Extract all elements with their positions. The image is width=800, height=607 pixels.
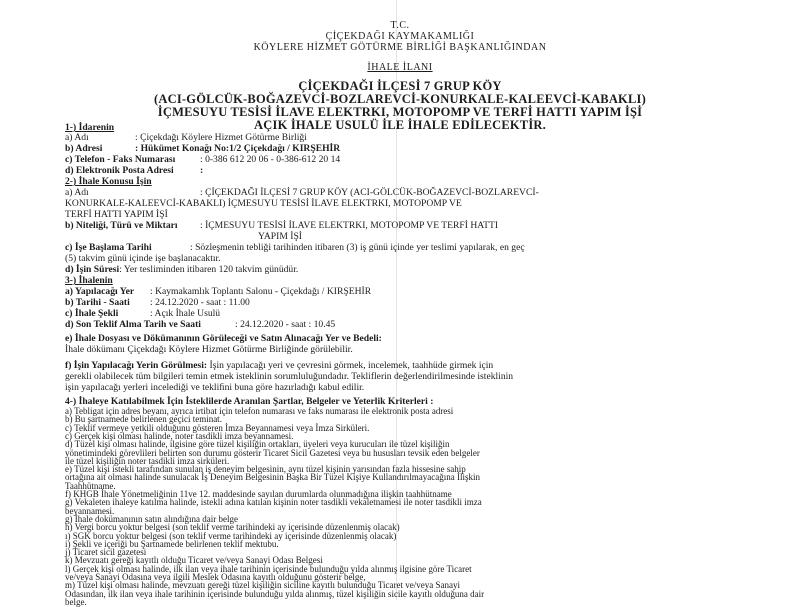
idare-adi-label: a) Adı <box>65 132 89 143</box>
katilim-line: f) KHGB İhale Yönetmeliğinin 11ve 12. maddesinde sayılan durumlarda olunmadığına ilişkin taahhütname <box>65 489 452 499</box>
header-kaymakamlik: ÇİÇEKDAĞI KAYMAKAMLIĞI <box>325 31 475 42</box>
katilim-line: ortağına ait olması halinde sunulacak İş Deneyim Belgesinin Başka Bir Tüzel Kişiye Kullandırılmayacağına İlişkin <box>65 472 480 483</box>
gorulme-line3: işin yapılacağı yerleri incelediği ve tekliﬁni buna göre hazırladığı kabul edilir. <box>65 382 365 393</box>
idare-adi-value: : Çiçekdağı Köylere Hizmet Götürme Birliği <box>135 132 307 143</box>
title-line-4: AÇIK İHALE USULÜ İLE İHALE EDİLECEKTİR. <box>254 118 546 132</box>
gorulme-line2: gerekli olabilecek tüm bilgileri temin etmek isteklinin sorumluluğundadır. Tekliflerin değerlendirilmesinde isteklinin <box>65 371 514 382</box>
section-idare-heading: 1-) İdarenin <box>65 122 115 133</box>
section-ihale-heading: 3-) İhalenin <box>65 275 113 286</box>
konu-nitelik-line2: YAPIM İŞİ <box>258 231 302 242</box>
idare-adi-row <box>65 132 307 143</box>
header-birlik: KÖYLERE HİZMET GÖTÜRME BİRLİĞİ BAŞKANLIĞINDAN <box>253 42 547 53</box>
ihale-yer-label: a) Yapılacağı Yer <box>65 286 135 297</box>
section-katilim-heading: 4-) İhaleye Katılabilmek İçin İsteklilerde Aranılan Şartlar, Belgeler ve Yeterlik Kriterleri : <box>65 396 434 407</box>
title-line-1: ÇİÇEKDAĞI İLÇESİ 7 GRUP KÖY <box>298 79 502 93</box>
ihale-teklif-label: d) Son Teklif Alma Tarih ve Saati <box>65 319 201 330</box>
konu-baslama-line2: (5) takvim günü içinde işe başlanacaktır. <box>65 253 221 264</box>
idare-adres-row <box>65 143 340 154</box>
konu-nitelik-label: b) Niteliği, Türü ve Miktarı <box>65 220 178 231</box>
title-line-2: (ACI-GÖLCÜK-BOĞAZEVCİ-BOZLAREVCİ-KONURKALE-KALEEVCİ-KABAKLI) <box>154 92 646 106</box>
katilim-line: g) İhale dokümanının satın alındığına dair belge <box>65 513 238 524</box>
katilim-line: k) Mevzuatı gereği kayıtlı olduğu Ticaret ve/veya Sanayi Odası Belgesi <box>65 555 323 566</box>
konu-nitelik-row <box>65 220 498 231</box>
konu-baslama-line1: : Sözleşmenin tebliği tarihinden itibaren (3) iş günü içinde yer teslimi yapılarak, en geç <box>190 242 525 253</box>
section-konu-heading: 2-) İhale Konusu İşin <box>65 176 152 187</box>
katilim-line: l) Gerçek kişi olması halinde, ilk ilan veya ihale tarihinin içerisinde bulunduğu yılda alınmış ilgisine göre Ticaret <box>65 563 472 574</box>
gorulme-line1: İşin yapılacağı yeri ve çevresini görmek, incelemek, taahhüde girmek için <box>207 360 494 371</box>
katilim-line: ı) SGK borcu yoktur belgesi (son teklif verme tarihindeki ay içerisinde düzenlenmiş olacak) <box>65 530 397 541</box>
konu-baslama-label: c) İşe Başlama Tarihi <box>65 242 152 253</box>
konu-nitelik-line1: : İÇMESUYU TESİSİ İLAVE ELEKTRKI, MOTOPOMP VE TERFİ HATTI <box>200 220 499 231</box>
konu-adi-label: a) Adı <box>65 187 89 198</box>
katilim-line: Taahhütname. <box>65 480 116 491</box>
ihale-tarih-value: : 24.12.2020 - saat : 11.00 <box>150 297 250 308</box>
ihale-sekil-value: : Açık İhale Usulü <box>150 308 221 319</box>
katilim-line: d) Tüzel kişi olması halinde, ilgisine göre tüzel kişiliğin ortakları, üyeleri veya kurucuları ile tüzel kişiliğin <box>65 439 450 450</box>
katilim-line: beyannamesi. <box>65 505 115 516</box>
katilim-line: c) Teklif vermeye yetkili olduğunu gösteren İmza Beyannamesi veya İmza Sirküleri. <box>65 422 370 433</box>
idare-telefon-label: c) Telefon - Faks Numarası <box>65 154 176 165</box>
katilim-line: m) Tüzel kişi olması halinde, mevzuatı gereği tüzel kişiliğin siciline kayıtlı bulunduğu Ticaret ve/veya Sanayi <box>65 580 461 591</box>
konu-sure-value: : Yer tesliminden itibaren 120 takvim günüdür. <box>119 264 299 275</box>
dokuman-heading: e) İhale Dosyası ve Dökümanının Görüleceği ve Satın Alınacağı Yer ve Bedeli: <box>65 333 382 344</box>
dokuman-text: İhale dökümanı Çiçekdağı Köylere Hizmet Götürme Birliğinde görülebilir. <box>65 344 353 355</box>
ihale-yer-value: : Kaymakamlık Toplantı Salonu - Çiçekdağı / KIRŞEHİR <box>150 286 372 297</box>
gorulme-heading: f) İşin Yapılacağı Yerin Görülmesi: <box>65 360 208 371</box>
ihale-yer-row <box>65 286 371 297</box>
katilim-line: g) Vekaleten ihaleye katılma halinde, istekli adına katılan kişinin noter tasdikli vekaletnamesi ile noter tasdikli imza <box>65 497 482 508</box>
header-ilan-label: İHALE İLANI <box>367 62 433 73</box>
katilim-line: e) Tüzel kişi istekli tarafından sunulan iş deneyim belgesinin, aynı tüzel kişinin yarısından fazla hissesine sahip <box>65 464 466 475</box>
konu-adi-row <box>65 187 539 198</box>
idare-eposta-row <box>65 165 203 176</box>
konu-adi-line1: : ÇİÇEKDAĞI İLÇESİ 7 GRUP KÖY (ACI-GÖLCÜK-BOĞAZEVCİ-BOZLAREVCİ- <box>200 187 539 198</box>
konu-adi-line2: KONURKALE-KALEEVCİ-KABAKLI) İÇMESUYU TESİSİ İLAVE ELEKTRKI, MOTOPOMP VE <box>65 198 462 209</box>
katilim-line: j) Ticaret sicil gazetesi <box>65 547 147 558</box>
konu-baslama-row <box>65 242 525 253</box>
katilim-line: c) Gerçek kişi olması halinde, noter tasdikli imza beyannamesi. <box>65 430 294 441</box>
katilim-line: belge. <box>65 596 87 607</box>
idare-adres-label: b) Adresi <box>65 143 103 154</box>
katilim-line: b) Bu şartnamede belirlenen geçici teminat. <box>65 414 222 425</box>
header-tc: T.C. <box>390 20 410 31</box>
gorulme-row <box>65 360 493 371</box>
idare-telefon-value: : 0-386 612 20 06 - 0-386-612 20 14 <box>200 154 341 165</box>
katilim-line: ve/veya Sanayi Odasına veya ilgili Meslek Odasına kayıtlı olduğunu gösterir belge, <box>65 572 366 582</box>
katilim-line: yönetimindeki görevlileri belirten son durumu gösterir Ticaret Sicil Gazetesi veya bu hususları tevsik eden belgeler <box>65 447 480 458</box>
ihale-tarih-label: b) Tarihi - Saati <box>65 297 130 308</box>
ihale-teklif-row <box>65 319 335 330</box>
katilim-line: a) Tebligat için adres beyanı, ayrıca irtibat için telefon numarası ve faks numarası ile elektronik posta adresi <box>65 406 454 416</box>
idare-eposta-label: d) Elektronik Posta Adresi <box>65 165 174 176</box>
idare-telefon-row <box>65 154 340 165</box>
katilim-line: h) Vergi borcu yoktur belgesi (son teklif verme tarihindeki ay içerisinde düzenlenmiş olacak) <box>65 522 400 533</box>
ihale-sekil-label: c) İhale Şekli <box>65 308 119 319</box>
konu-sure-label: d) İşin Süresi <box>65 264 120 275</box>
konu-adi-line3: TERFİ HATTI YAPIM İŞİ <box>65 209 168 220</box>
katilim-line: i) Şekli ve içeriği bu Şartnamede belirlenen teklif mektubu. <box>65 538 279 549</box>
idare-adres-value: : Hükümet Konağı No:1/2 Çiçekdağı / KIRŞEHİR <box>135 143 341 154</box>
katilim-line: ile tüzel kişiliğin noter tasdikli imza sirküleri. <box>65 455 230 466</box>
katilim-line: Odasından, ilk ilan veya ihale tarihinin içerisinde bulunduğu yılda alınmış, tüzel kişiliğin sicile kayıtlı olduğuna dair <box>65 588 485 599</box>
konu-sure-row <box>65 264 298 275</box>
title-line-3: İÇMESUYU TESİSİ İLAVE ELEKTRKI, MOTOPOMP VE TERFİ HATTI YAPIM İŞİ <box>157 105 643 119</box>
ihale-teklif-value: : 24.12.2020 - saat : 10.45 <box>235 319 336 330</box>
ihale-tarih-row <box>65 297 250 308</box>
ihale-sekil-row <box>65 308 220 319</box>
idare-eposta-value: : <box>200 165 204 176</box>
